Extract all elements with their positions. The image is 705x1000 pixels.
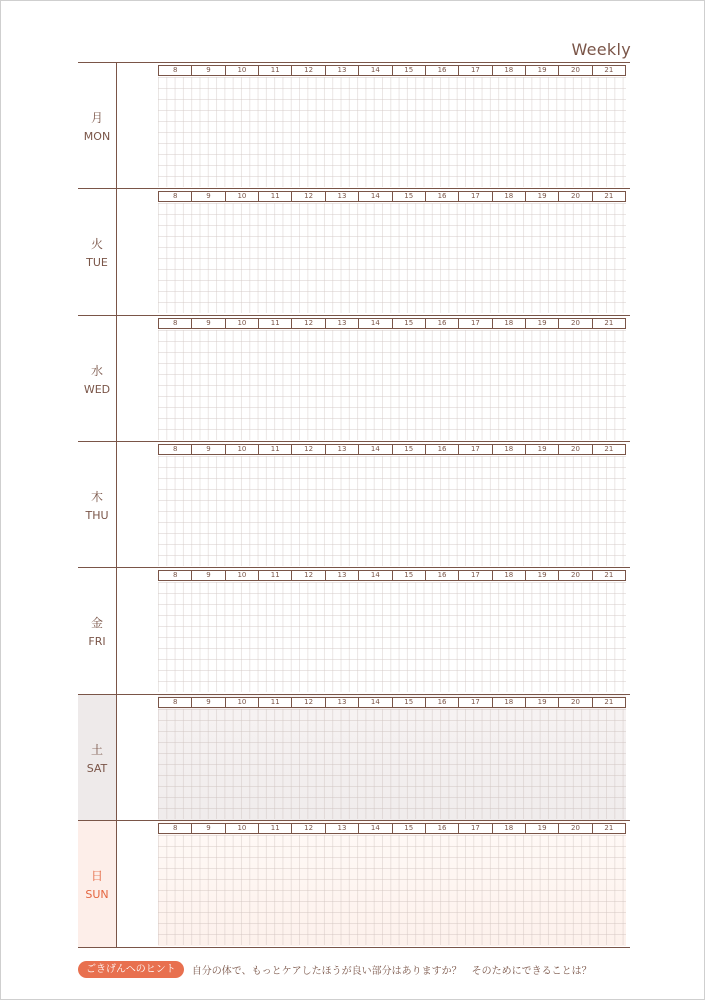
hour-label: 9 (191, 445, 224, 454)
day-label (78, 442, 117, 568)
hint-badge: ごきげんへのヒント (78, 961, 184, 978)
hour-label: 17 (458, 192, 491, 201)
hour-label: 20 (558, 571, 591, 580)
hour-label: 19 (525, 445, 558, 454)
hour-label: 13 (325, 445, 358, 454)
day-label-en: SAT (86, 761, 108, 775)
dot-grid (158, 77, 626, 187)
hour-label: 11 (258, 824, 291, 833)
hour-label: 9 (191, 698, 224, 707)
hour-label: 18 (492, 66, 525, 75)
dot-grid (158, 709, 626, 819)
hour-label: 11 (258, 698, 291, 707)
day-label (78, 821, 117, 947)
hour-label: 18 (492, 192, 525, 201)
hour-label: 20 (558, 445, 591, 454)
day-label (78, 568, 117, 694)
hour-label: 10 (225, 192, 258, 201)
hour-label: 12 (291, 192, 324, 201)
hour-label: 12 (291, 66, 324, 75)
hour-label: 14 (358, 824, 391, 833)
hour-label: 14 (358, 192, 391, 201)
hour-label: 15 (392, 824, 425, 833)
hour-label: 11 (258, 66, 291, 75)
hour-ruler (158, 444, 626, 455)
day-row-sun (78, 820, 630, 948)
hour-label: 15 (392, 445, 425, 454)
day-label-en: THU (85, 508, 109, 522)
hour-label: 9 (191, 192, 224, 201)
schedule-grid[interactable] (158, 695, 626, 820)
day-row-sat (78, 694, 630, 821)
hour-label: 19 (525, 824, 558, 833)
day-label-en: TUE (86, 256, 108, 270)
hour-label: 16 (425, 824, 458, 833)
day-row-tue (78, 188, 630, 315)
hour-ruler (158, 65, 626, 76)
hour-label: 21 (592, 445, 625, 454)
day-label-jp: 木 (90, 489, 103, 504)
schedule-grid[interactable] (158, 63, 626, 188)
hour-label: 13 (325, 66, 358, 75)
day-row-thu (78, 441, 630, 568)
hour-label: 18 (492, 445, 525, 454)
hour-label: 12 (291, 445, 324, 454)
hour-label: 21 (592, 192, 625, 201)
dot-grid (158, 456, 626, 566)
day-label (78, 316, 117, 442)
hour-label: 16 (425, 445, 458, 454)
day-row-wed (78, 315, 630, 442)
hour-label: 11 (258, 319, 291, 328)
hour-label: 20 (558, 192, 591, 201)
hour-label: 19 (525, 66, 558, 75)
hour-label: 16 (425, 66, 458, 75)
schedule-grid[interactable] (158, 189, 626, 314)
dot-grid (158, 203, 626, 313)
day-label-jp: 月 (90, 111, 103, 125)
hour-label: 9 (191, 824, 224, 833)
day-label-jp: 金 (90, 616, 103, 631)
hour-label: 13 (325, 192, 358, 201)
hour-label: 21 (592, 698, 625, 707)
hour-label: 17 (458, 571, 491, 580)
dot-grid (158, 330, 626, 440)
schedule-grid[interactable] (158, 316, 626, 441)
hour-label: 19 (525, 192, 558, 201)
hour-label: 17 (458, 445, 491, 454)
hour-label: 20 (558, 698, 591, 707)
hour-label: 17 (458, 698, 491, 707)
day-label-en: WED (83, 382, 111, 396)
day-label-jp: 土 (90, 742, 103, 757)
day-label-en: FRI (88, 635, 106, 649)
dot-grid (158, 835, 626, 945)
hour-label: 11 (258, 571, 291, 580)
hour-label: 10 (225, 824, 258, 833)
hour-label: 14 (358, 445, 391, 454)
day-label-jp: 水 (90, 363, 103, 378)
day-row-mon (78, 62, 630, 189)
hour-label: 19 (525, 571, 558, 580)
hour-label: 8 (172, 571, 178, 580)
hour-label: 10 (225, 66, 258, 75)
hour-label: 13 (325, 571, 358, 580)
hour-label: 13 (325, 319, 358, 328)
hour-label: 8 (172, 192, 178, 201)
hour-label: 21 (592, 824, 625, 833)
hour-label: 15 (392, 192, 425, 201)
hour-label: 18 (492, 319, 525, 328)
hour-label: 13 (325, 824, 358, 833)
day-label (78, 63, 117, 189)
hour-label: 10 (225, 571, 258, 580)
hour-label: 21 (592, 66, 625, 75)
hour-label: 11 (258, 445, 291, 454)
hour-label: 20 (558, 66, 591, 75)
hour-label: 16 (425, 192, 458, 201)
hour-label: 21 (592, 319, 625, 328)
hour-label: 9 (191, 319, 224, 328)
hour-label: 12 (291, 698, 324, 707)
hour-ruler (158, 570, 626, 581)
hour-ruler (158, 823, 626, 834)
hour-label: 15 (392, 66, 425, 75)
hour-label: 8 (172, 318, 178, 327)
day-label (78, 695, 117, 821)
day-label-jp: 日 (90, 868, 103, 883)
hour-label: 20 (558, 319, 591, 328)
hour-label: 12 (291, 571, 324, 580)
page-title: Weekly (571, 40, 631, 59)
hour-label: 10 (225, 698, 258, 707)
hour-label: 16 (425, 698, 458, 707)
day-label-jp: 火 (90, 237, 103, 252)
day-label-en: SUN (85, 887, 109, 901)
hour-label: 14 (358, 571, 391, 580)
hour-label: 15 (392, 319, 425, 328)
hour-label: 9 (191, 66, 224, 75)
schedule-grid[interactable] (158, 442, 626, 567)
hour-label: 8 (172, 66, 178, 74)
hour-ruler (158, 697, 626, 708)
day-label-en: MON (83, 130, 111, 143)
hour-label: 16 (425, 319, 458, 328)
hour-label: 9 (191, 571, 224, 580)
hour-label: 18 (492, 571, 525, 580)
hour-label: 15 (392, 698, 425, 707)
hour-label: 17 (458, 319, 491, 328)
hour-label: 20 (558, 824, 591, 833)
hour-ruler (158, 191, 626, 202)
hour-label: 19 (525, 319, 558, 328)
hour-label: 14 (358, 698, 391, 707)
hour-label: 19 (525, 698, 558, 707)
schedule-grid[interactable] (158, 821, 626, 946)
hour-label: 10 (225, 445, 258, 454)
schedule-grid[interactable] (158, 568, 626, 693)
hour-label: 16 (425, 571, 458, 580)
day-row-fri (78, 567, 630, 694)
hour-label: 17 (458, 824, 491, 833)
hour-label: 17 (458, 66, 491, 75)
hint-row (78, 961, 592, 978)
hour-label: 18 (492, 824, 525, 833)
hour-label: 10 (225, 319, 258, 328)
hour-label: 18 (492, 698, 525, 707)
hour-label: 21 (592, 571, 625, 580)
hour-label: 13 (325, 698, 358, 707)
hour-label: 15 (392, 571, 425, 580)
hint-text: 自分の体で、もっとケアしたほうが良い部分はありますか？ そのためにできることは？ (191, 966, 592, 977)
weekly-planner (78, 62, 630, 946)
dot-grid (158, 582, 626, 692)
hour-label: 8 (172, 444, 178, 453)
day-label (78, 189, 117, 315)
hour-ruler (158, 318, 626, 329)
hour-label: 8 (172, 697, 178, 706)
hour-label: 14 (358, 66, 391, 75)
hour-label: 11 (258, 192, 291, 201)
hour-label: 12 (291, 319, 324, 328)
hour-label: 12 (291, 824, 324, 833)
hour-label: 8 (172, 823, 178, 832)
hour-label: 14 (358, 319, 391, 328)
